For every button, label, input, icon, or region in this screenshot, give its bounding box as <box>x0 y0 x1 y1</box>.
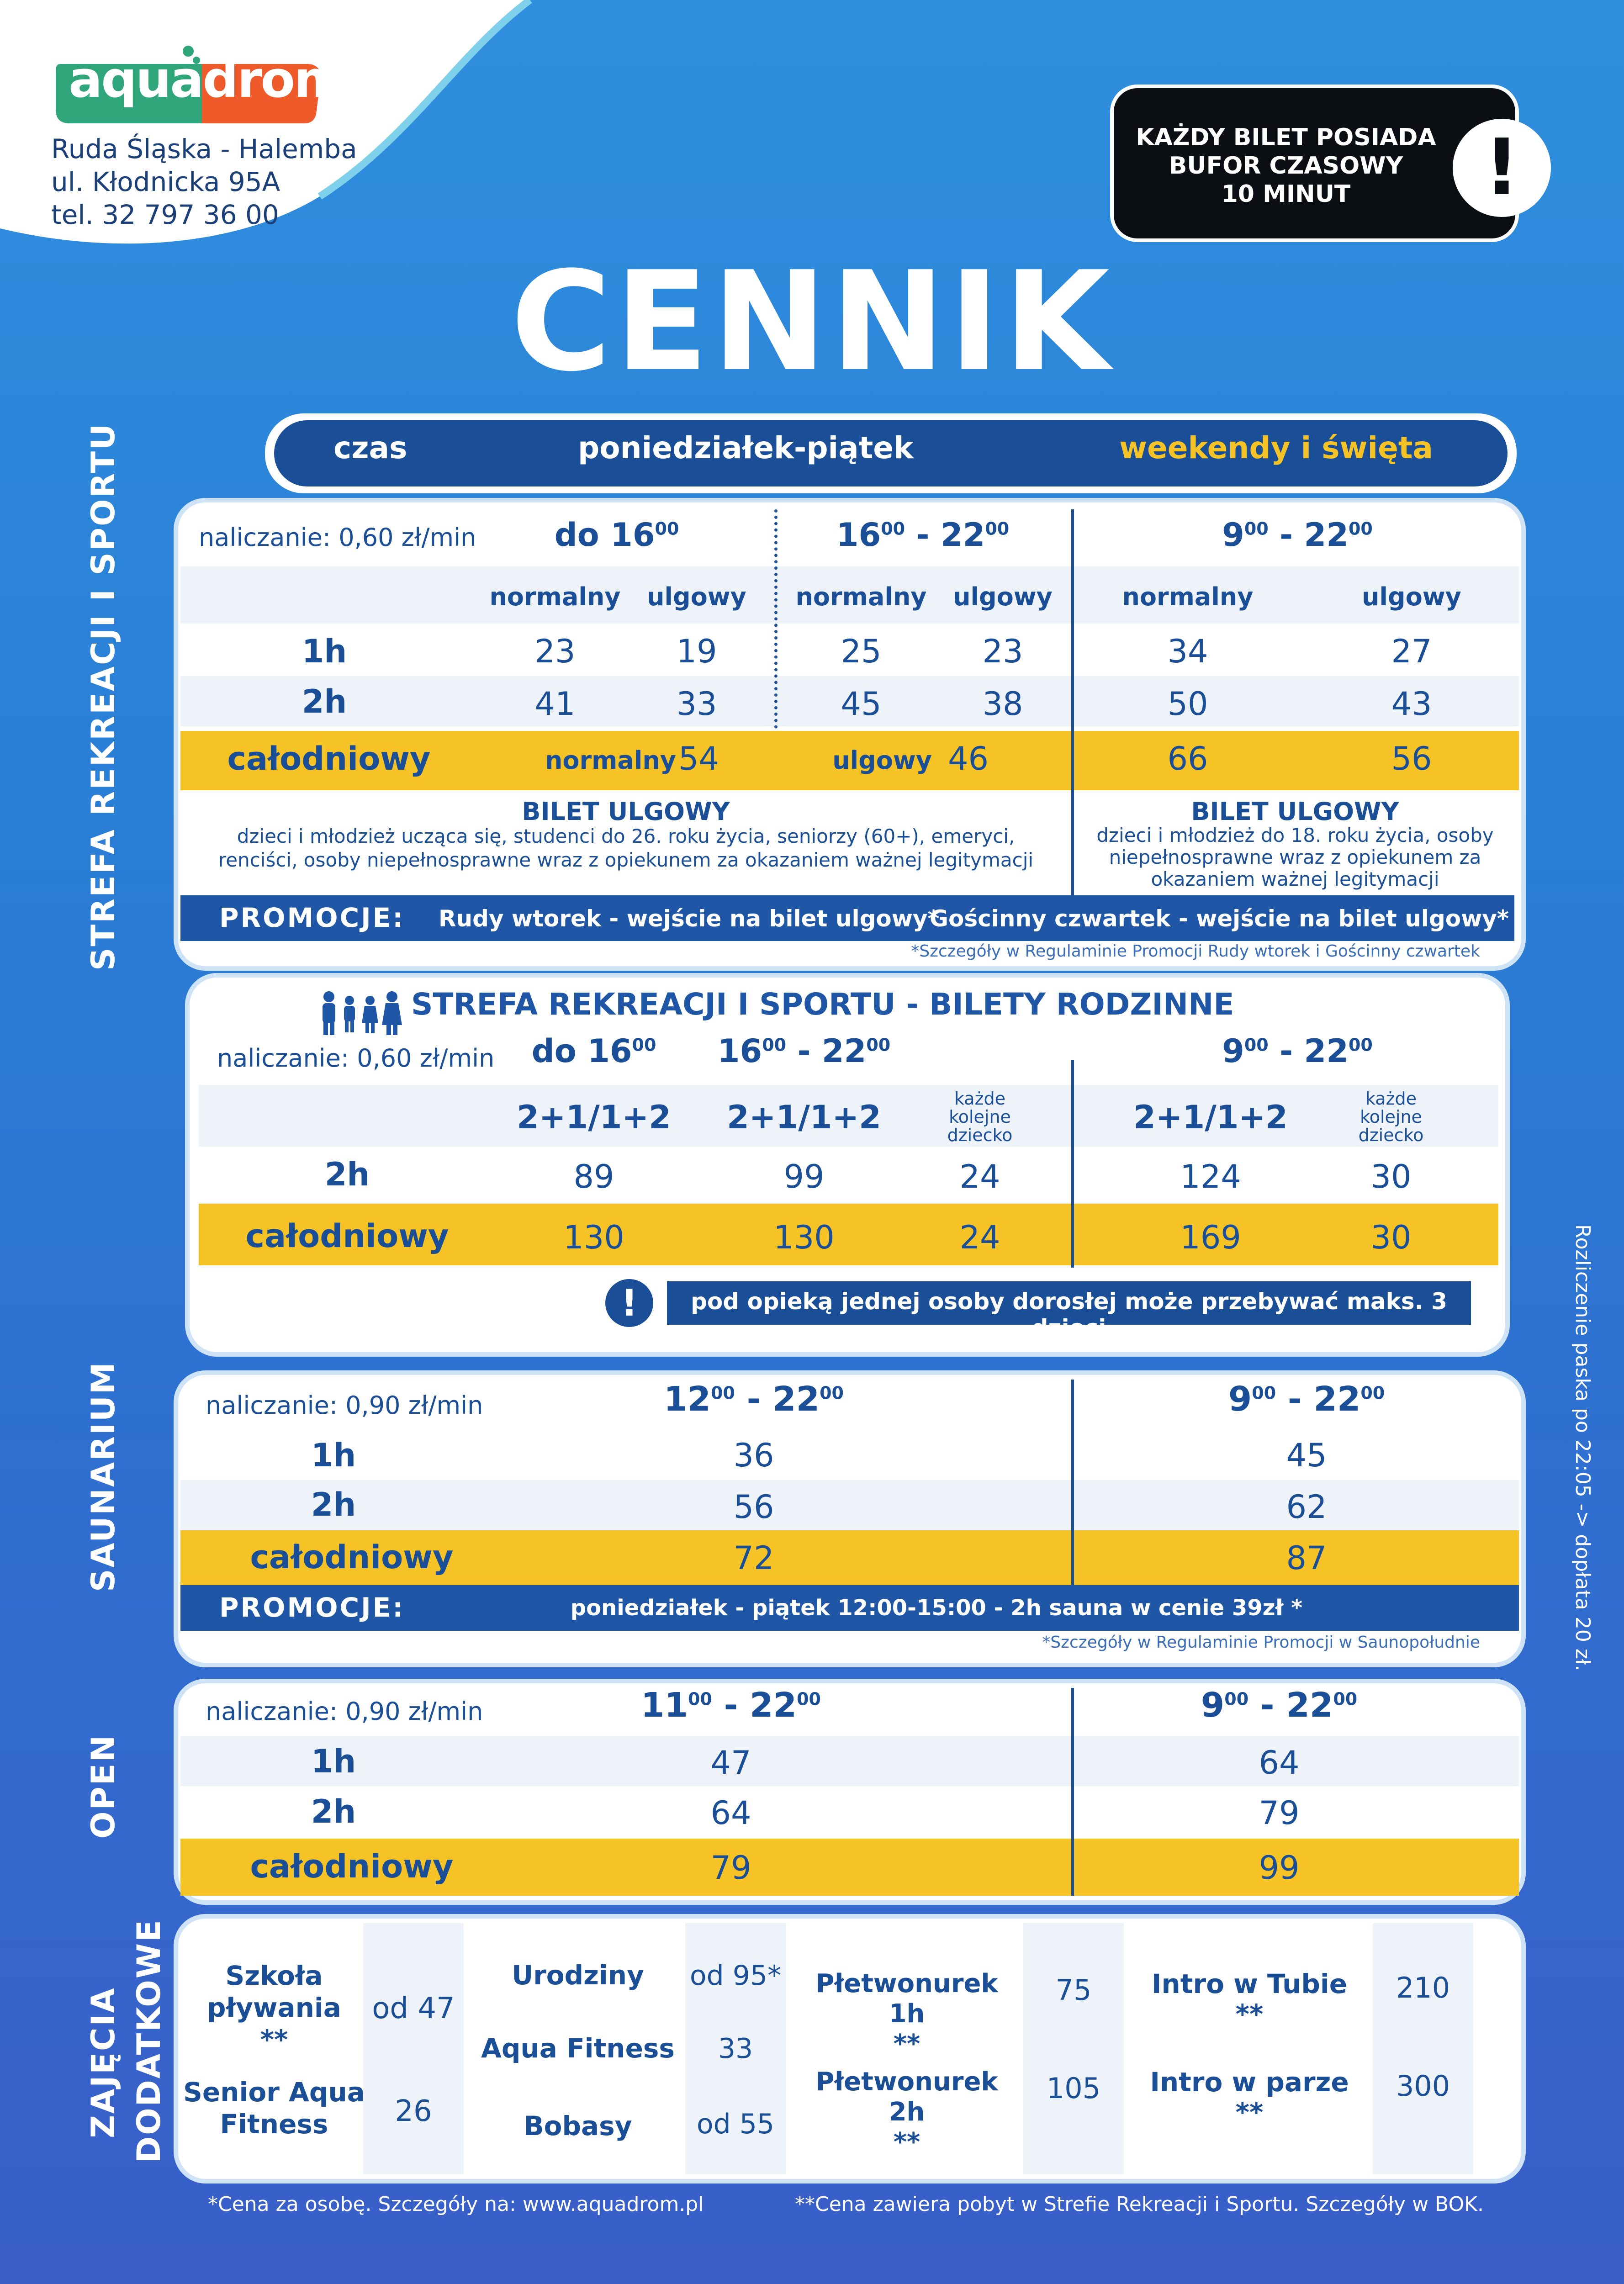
price-cell: 72 <box>733 1539 774 1577</box>
exclamation-mark: ! <box>1484 122 1520 213</box>
sauna-promo: poniedziałek - piątek 12:00-15:00 - 2h sauna w cenie 39zł * <box>570 1595 1303 1621</box>
activity-aqua: Aqua Fitness <box>481 2033 675 2064</box>
price-cell: 24 <box>959 1158 1000 1195</box>
rodzinne-slot1: do $16^{00}$ <box>531 1032 656 1070</box>
activity-senior: Senior Aqua Fitness <box>183 2077 365 2140</box>
open-rate: naliczanie: 0,90 zł/min <box>206 1697 483 1726</box>
price-cell: 23 <box>982 633 1023 670</box>
row-label-calodniowy: całodniowy <box>227 740 431 777</box>
header-weekend: weekendy i święta <box>1119 430 1433 465</box>
price-cell: 56 <box>1391 740 1432 777</box>
buffer-line: 10 MINUT <box>1221 180 1351 208</box>
row-label-1h: 1h <box>311 1743 356 1780</box>
price-cell: 45 <box>841 685 882 723</box>
activity-intro-parze: Intro w parze ** <box>1150 2067 1349 2128</box>
activity-price: od 95* <box>689 1960 782 1992</box>
price-cell: 25 <box>841 633 882 670</box>
side-label-zajecia-1: ZAJĘCIA <box>85 1987 122 2138</box>
promo-item: Gościnny czwartek - wejście na bilet ulgowy* <box>930 905 1509 932</box>
strefa-rate: naliczanie: 0,60 zł/min <box>199 523 476 552</box>
price-cell: 23 <box>534 633 576 670</box>
rodzinne-slot2: $16^{00} - 22^{00}$ <box>717 1032 891 1070</box>
price-cell: 66 <box>1167 740 1208 777</box>
ulgowy-desc-right: dzieci i młodzież do 18. roku życia, osoby niepełnosprawne wraz z opiekunem za okazaniem ważnej legitymacji <box>1096 824 1494 890</box>
price-cell: 36 <box>733 1437 774 1474</box>
combo-label: 2+1/1+2 <box>727 1099 881 1136</box>
address-line: Ruda Śląska - Halemba <box>51 133 357 164</box>
type-ulgowy: ulgowy <box>1362 582 1461 611</box>
zajecia-price-col <box>363 1923 464 2174</box>
price-cell: 30 <box>1370 1158 1412 1195</box>
ulgowy-title: BILET ULGOWY <box>522 797 730 826</box>
family-icon <box>315 987 407 1037</box>
row-label-calodniowy: całodniowy <box>245 1217 449 1255</box>
rodzinne-rate: naliczanie: 0,60 zł/min <box>217 1044 495 1073</box>
promo-label: PROMOCJE: <box>219 902 405 933</box>
side-label-zajecia-2: DODATKOWE <box>130 1919 168 2163</box>
phone-line: tel. 32 797 36 00 <box>51 199 279 230</box>
row-label-2h: 2h <box>311 1793 356 1830</box>
price-cell: 79 <box>710 1849 751 1887</box>
price-cell: 47 <box>710 1744 751 1782</box>
kazde-kolejne-label: każde kolejne dziecko <box>947 1089 1013 1145</box>
price-cell: 33 <box>676 685 717 723</box>
price-cell: 50 <box>1167 685 1208 723</box>
activity-price: 75 <box>1055 1973 1092 2007</box>
ulgowy-title: BILET ULGOWY <box>1191 797 1399 826</box>
row-label-calodniowy: całodniowy <box>250 1848 454 1885</box>
price-cell: 169 <box>1180 1219 1241 1256</box>
strefa-slot1: do $16^{00}$ <box>554 516 679 554</box>
sauna-slot2: $9^{00} - 22^{00}$ <box>1228 1380 1385 1419</box>
side-label-strefa: STREFA REKREACJI I SPORTU <box>85 423 122 971</box>
strefa-slot2: $16^{00} - 22^{00}$ <box>836 516 1010 554</box>
right-note: Rozliczenie paska po 22:05 -> dopłata 20 zł. <box>1571 1224 1594 1671</box>
strefa-slot3: $9^{00} - 22^{00}$ <box>1222 516 1373 554</box>
price-cell: 30 <box>1370 1219 1412 1256</box>
ulgowy-desc-left: dzieci i młodzież ucząca się, studenci do 26. roku życia, seniorzy (60+), emeryci, renciści, osoby niepełnosprawne wraz z opiekunem za okazaniem ważnej legitymacji <box>218 825 1034 871</box>
page-title: CENNIK <box>510 242 1114 402</box>
type-normalny: normalny <box>489 582 621 611</box>
time-buffer-text <box>1135 123 1437 208</box>
price-cell: 64 <box>1259 1744 1300 1782</box>
rodzinne-slot3: $9^{00} - 22^{00}$ <box>1222 1032 1373 1070</box>
type-normalny: normalny <box>795 582 927 611</box>
combo-label: 2+1/1+2 <box>517 1099 671 1136</box>
price-cell: 45 <box>1286 1437 1327 1474</box>
price-cell: 46 <box>948 740 989 777</box>
side-label-open: OPEN <box>85 1734 122 1839</box>
price-cell: 56 <box>733 1488 774 1526</box>
activity-pletwonurek-1h: Płetwonurek 1h ** <box>815 1969 998 2059</box>
rodzinne-title: STREFA REKREACJI I SPORTU - BILETY RODZINNE <box>411 987 1234 1022</box>
price-cell: 54 <box>678 740 719 777</box>
buffer-line: BUFOR CZASOWY <box>1169 152 1403 180</box>
price-cell: 43 <box>1391 685 1432 723</box>
price-cell: 24 <box>959 1219 1000 1256</box>
price-cell: 130 <box>773 1219 835 1256</box>
zajecia-price-col <box>1023 1923 1124 2174</box>
combo-label: 2+1/1+2 <box>1133 1099 1288 1136</box>
promo-label: PROMOCJE: <box>219 1592 405 1623</box>
logo-text: aquadrom <box>69 50 345 109</box>
activity-price: 33 <box>718 2033 753 2065</box>
price-cell: 62 <box>1286 1488 1327 1526</box>
row-label-2h: 2h <box>311 1486 356 1523</box>
rodzinne-divider <box>1071 1060 1074 1268</box>
row-label-1h: 1h <box>311 1437 356 1474</box>
footer-note-1: *Cena za osobę. Szczegóły na: www.aquadrom.pl <box>208 2193 704 2216</box>
price-cell: 27 <box>1391 633 1432 670</box>
side-label-saunarium: SAUNARIUM <box>85 1361 122 1592</box>
price-cell: 64 <box>710 1794 751 1832</box>
buffer-line: KAŻDY BILET POSIADA <box>1136 124 1436 151</box>
strefa-dotted-divider <box>774 509 778 729</box>
activity-bobasy: Bobasy <box>524 2110 632 2141</box>
price-cell: 99 <box>783 1158 825 1195</box>
promo-item: Rudy wtorek - wejście na bilet ulgowy* <box>439 905 940 932</box>
address-line: ul. Kłodnicka 95A <box>51 166 280 197</box>
sauna-promo-note: *Szczegóły w Regulaminie Promocji w Saunopołudnie <box>1042 1633 1480 1652</box>
rodzinne-note: pod opieką jednej osoby dorosłej może przebywać maks. 3 dzieci <box>691 1288 1447 1341</box>
price-cell: 87 <box>1286 1539 1327 1577</box>
header-czas: czas <box>333 430 407 465</box>
cal-normalny-label: normalny <box>545 746 676 775</box>
price-cell: 89 <box>573 1158 614 1195</box>
sauna-slot1: $12^{00} - 22^{00}$ <box>664 1380 844 1419</box>
price-cell: 41 <box>534 685 576 723</box>
sauna-rate: naliczanie: 0,90 zł/min <box>206 1391 483 1420</box>
price-cell: 124 <box>1180 1158 1241 1195</box>
price-cell: 19 <box>676 633 717 670</box>
row-label-2h: 2h <box>302 683 347 720</box>
price-cell: 79 <box>1259 1794 1300 1832</box>
activity-price: od 47 <box>372 1992 455 2025</box>
exclamation-icon: ! <box>605 1279 653 1327</box>
price-cell: 38 <box>982 685 1023 723</box>
activity-urodziny: Urodziny <box>512 1960 644 1991</box>
activity-intro-tubie: Intro w Tubie ** <box>1151 1968 1348 2030</box>
activity-price: 300 <box>1396 2069 1450 2103</box>
activity-pletwonurek-2h: Płetwonurek 2h ** <box>815 2067 998 2157</box>
price-cell: 130 <box>563 1219 624 1256</box>
activity-szkola: Szkoła pływania ** <box>207 1960 341 2055</box>
activity-price: 26 <box>395 2094 432 2128</box>
activity-price: od 55 <box>696 2108 775 2140</box>
open-slot1: $11^{00} - 22^{00}$ <box>641 1686 821 1725</box>
header-weekday: poniedziałek-piątek <box>578 430 914 465</box>
footer-note-2: **Cena zawiera pobyt w Strefie Rekreacji i Sportu. Szczegóły w BOK. <box>795 2193 1484 2216</box>
type-ulgowy: ulgowy <box>647 582 746 611</box>
row-label-2h: 2h <box>324 1156 370 1193</box>
kazde-kolejne-label: każde kolejne dziecko <box>1358 1089 1424 1145</box>
open-slot2: $9^{00} - 22^{00}$ <box>1201 1686 1358 1725</box>
price-cell: 99 <box>1259 1849 1300 1887</box>
address-block <box>51 132 357 231</box>
promo-note: *Szczegóły w Regulaminie Promocji Rudy wtorek i Gościnny czwartek <box>911 942 1480 961</box>
activity-price: 105 <box>1046 2072 1101 2105</box>
row-label-calodniowy: całodniowy <box>250 1539 454 1576</box>
open-divider <box>1071 1688 1074 1896</box>
activity-price: 210 <box>1396 1971 1450 2004</box>
price-cell: 34 <box>1167 633 1208 670</box>
zajecia-price-col <box>1373 1923 1473 2174</box>
row-label-1h: 1h <box>302 633 347 670</box>
cal-ulgowy-label: ulgowy <box>832 746 932 775</box>
type-normalny: normalny <box>1122 582 1254 611</box>
sauna-divider <box>1071 1380 1074 1585</box>
type-ulgowy: ulgowy <box>953 582 1053 611</box>
strefa-divider <box>1071 509 1074 898</box>
